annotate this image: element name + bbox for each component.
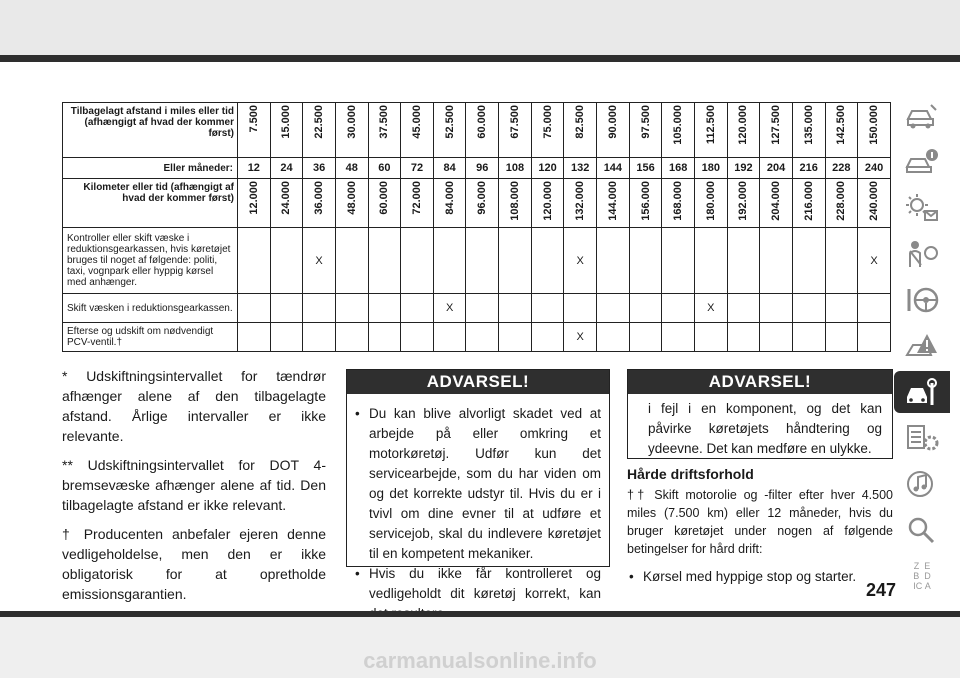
task-label: Skift væsken i reduktionsgearkassen. (63, 294, 238, 323)
miles-cell (662, 103, 695, 158)
severe-conditions-section (627, 466, 893, 586)
km-cell (662, 179, 695, 228)
km-cell-label: 12.000 (247, 181, 260, 215)
mark-cell (760, 323, 793, 352)
km-cell-label: 84.000 (443, 181, 456, 215)
mark-cell (825, 228, 858, 294)
mark-cell (499, 228, 532, 294)
tab-emergency[interactable] (898, 325, 946, 367)
km-cell-label: 48.000 (345, 181, 358, 215)
tab-multimedia[interactable] (898, 463, 946, 505)
km-cell (401, 179, 434, 228)
km-cell-label: 108.000 (508, 181, 521, 221)
mark-cell (270, 294, 303, 323)
mark-cell: X (564, 323, 597, 352)
mark-cell (368, 294, 401, 323)
months-cell: 204 (760, 158, 793, 179)
km-cell-label: 36.000 (313, 181, 326, 215)
top-band (0, 0, 960, 62)
months-cell: 36 (303, 158, 336, 179)
mark-cell (792, 228, 825, 294)
mark-cell (433, 228, 466, 294)
tab-maintenance[interactable] (898, 417, 946, 459)
mark-cell (466, 228, 499, 294)
km-cell (858, 179, 891, 228)
miles-cell-label: 75.000 (541, 105, 554, 139)
task-row-1 (63, 228, 891, 294)
km-header: Kilometer eller tid (afhængigt af hvad der kommer først) (63, 179, 238, 228)
km-cell (597, 179, 630, 228)
km-cell-label: 180.000 (704, 181, 717, 221)
mark-cell (597, 294, 630, 323)
km-cell-label: 24.000 (280, 181, 293, 215)
top-stripe (0, 55, 960, 62)
mark-cell (792, 323, 825, 352)
tab-service[interactable] (894, 371, 950, 413)
mark-cell (727, 228, 760, 294)
km-cell-label: 96.000 (476, 181, 489, 215)
months-cell: 144 (597, 158, 630, 179)
miles-cell-label: 45.000 (411, 105, 424, 139)
mark-cell (368, 323, 401, 352)
miles-cell (368, 103, 401, 158)
km-cell (499, 179, 532, 228)
km-cell (760, 179, 793, 228)
miles-cell-label: 15.000 (280, 105, 293, 139)
mark-cell (303, 323, 336, 352)
mark-cell (662, 323, 695, 352)
months-cell: 216 (792, 158, 825, 179)
miles-cell (792, 103, 825, 158)
miles-row (63, 103, 891, 158)
miles-cell (466, 103, 499, 158)
mark-cell (727, 294, 760, 323)
km-cell (335, 179, 368, 228)
mark-cell (499, 323, 532, 352)
mark-cell (792, 294, 825, 323)
miles-cell-label: 105.000 (672, 105, 685, 145)
warning-box-2 (627, 369, 893, 459)
tab-warning-lights[interactable] (898, 187, 946, 229)
mark-cell (760, 228, 793, 294)
mark-cell (401, 228, 434, 294)
months-cell: 120 (531, 158, 564, 179)
miles-cell (238, 103, 271, 158)
miles-cell (335, 103, 368, 158)
km-cell (368, 179, 401, 228)
km-cell-label: 192.000 (737, 181, 750, 221)
km-cell-label: 168.000 (672, 181, 685, 221)
km-cell (433, 179, 466, 228)
mark-cell (466, 294, 499, 323)
warning-item: • Hvis du ikke får kontrolleret og vedligeholdt dit køretøj korrekt, kan (355, 564, 601, 624)
task-label: Efterse og udskift om nødvendigt PCV-ventil.† (63, 323, 238, 352)
mark-cell (238, 228, 271, 294)
km-cell (466, 179, 499, 228)
months-cell: 156 (629, 158, 662, 179)
mark-cell (825, 323, 858, 352)
months-cell: 48 (335, 158, 368, 179)
months-cell: 12 (238, 158, 271, 179)
miles-cell (270, 103, 303, 158)
task-row-3 (63, 323, 891, 352)
miles-cell-label: 67.500 (508, 105, 521, 139)
miles-cell (694, 103, 727, 158)
mark-cell (531, 228, 564, 294)
task-label: Kontroller eller skift væske i reduktionsgearkassen, hvis køretøjet bruges til noget af følgende: politi, taxi, vognpark eller hyppig kørsel med anhænger. (63, 228, 238, 294)
mark-cell (564, 294, 597, 323)
mark-cell (238, 323, 271, 352)
bottom-stripe (0, 611, 960, 617)
watermark: carmanualsonline.info (363, 648, 597, 673)
mark-cell (335, 294, 368, 323)
car-key-icon (905, 101, 939, 131)
mark-cell (531, 294, 564, 323)
km-cell (303, 179, 336, 228)
km-cell (238, 179, 271, 228)
miles-cell-label: 97.500 (639, 105, 652, 139)
music-note-icon (905, 469, 939, 499)
magnifier-icon (905, 515, 939, 545)
index-letters-icon: Z E B D IC A (913, 561, 931, 591)
miles-cell (303, 103, 336, 158)
seatbelt-airbag-icon (905, 239, 939, 269)
mark-cell (597, 323, 630, 352)
maintenance-schedule-table (62, 102, 891, 352)
warning-body: i fejl i en komponent, og det kan påvirke køretøjets håndtering og ydeevne. Det kan medføre en ulykke. (648, 401, 882, 456)
tab-vehicle[interactable] (898, 95, 946, 137)
mark-cell: X (433, 294, 466, 323)
mark-cell (335, 323, 368, 352)
km-cell-label: 120.000 (541, 181, 554, 221)
task-row-2 (63, 294, 891, 323)
miles-cell-label: 7.500 (247, 105, 260, 133)
months-cell: 72 (401, 158, 434, 179)
emergency-triangle-icon (905, 331, 939, 361)
mark-cell (694, 323, 727, 352)
km-cell (564, 179, 597, 228)
miles-cell (433, 103, 466, 158)
miles-cell (629, 103, 662, 158)
mark-cell (303, 294, 336, 323)
months-cell: 168 (662, 158, 695, 179)
miles-cell-label: 112.500 (704, 105, 717, 145)
months-header: Eller måneder: (63, 158, 238, 179)
mark-cell (433, 323, 466, 352)
tab-safety[interactable] (898, 233, 946, 275)
km-cell (531, 179, 564, 228)
mark-cell (662, 228, 695, 294)
warning-list (355, 404, 601, 624)
months-cell: 228 (825, 158, 858, 179)
mark-cell (466, 323, 499, 352)
months-cell: 240 (858, 158, 891, 179)
km-cell-label: 132.000 (574, 181, 587, 221)
miles-cell-label: 22.500 (313, 105, 326, 139)
km-cell (629, 179, 662, 228)
months-cell: 132 (564, 158, 597, 179)
miles-cell-label: 135.000 (802, 105, 815, 145)
mark-cell (270, 323, 303, 352)
miles-cell-label: 90.000 (606, 105, 619, 139)
checklist-gear-icon (905, 423, 939, 453)
mark-cell (694, 228, 727, 294)
km-cell (270, 179, 303, 228)
mark-cell (727, 323, 760, 352)
km-cell-label: 216.000 (802, 181, 815, 221)
chapter-tabs (898, 95, 954, 601)
section-text: †† Skift motorolie og -filter efter hver 4.500 miles (7.500 km) eller 12 måneder, hvis du bruger køretøjet under nogen af følgende betingelser for hård drift: (627, 488, 893, 556)
tab-info[interactable] (898, 141, 946, 183)
mark-cell (531, 323, 564, 352)
miles-cell (499, 103, 532, 158)
mark-cell (401, 294, 434, 323)
miles-cell-label: 82.500 (574, 105, 587, 139)
mark-cell (401, 323, 434, 352)
km-cell (694, 179, 727, 228)
miles-cell-label: 150.000 (868, 105, 881, 145)
months-cell: 192 (727, 158, 760, 179)
km-cell (727, 179, 760, 228)
steering-wheel-icon (905, 285, 939, 315)
tab-search[interactable] (898, 509, 946, 551)
miles-cell (858, 103, 891, 158)
months-cell: 108 (499, 158, 532, 179)
tab-driving[interactable] (898, 279, 946, 321)
mark-cell: X (858, 228, 891, 294)
miles-cell-label: 37.500 (378, 105, 391, 139)
car-info-icon (905, 147, 939, 177)
mark-cell (629, 294, 662, 323)
months-cell: 96 (466, 158, 499, 179)
mark-cell (368, 228, 401, 294)
miles-cell-label: 127.500 (770, 105, 783, 145)
months-cell: 60 (368, 158, 401, 179)
miles-cell (531, 103, 564, 158)
mark-cell (858, 294, 891, 323)
km-cell-label: 240.000 (868, 181, 881, 221)
warning-title: ADVARSEL! (628, 370, 892, 394)
km-row (63, 179, 891, 228)
months-cell: 24 (270, 158, 303, 179)
footnote-spark-plugs: * Udskiftningsintervallet for tændrør afhænger alene af den tilbagelagte afstand. Årlige intervaller er ikke relevante. (62, 368, 326, 444)
warning-box-1 (346, 369, 610, 601)
footnote-recommendation: † Producenten anbefaler ejeren denne vedligeholdelse, men den er ikke obligatorisk for at opretholde emissionsgarantien. (62, 526, 326, 602)
mark-cell (662, 294, 695, 323)
km-cell (792, 179, 825, 228)
mark-cell (238, 294, 271, 323)
mark-cell (629, 228, 662, 294)
mark-cell: X (694, 294, 727, 323)
miles-cell (727, 103, 760, 158)
miles-cell-label: 52.500 (443, 105, 456, 139)
section-bullet: • Kørsel med hyppige stop og starter. (627, 568, 893, 586)
miles-cell-label: 142.500 (835, 105, 848, 145)
km-cell-label: 228.000 (835, 181, 848, 221)
months-row (63, 158, 891, 179)
mark-cell (335, 228, 368, 294)
km-cell-label: 72.000 (411, 181, 424, 215)
km-cell-label: 156.000 (639, 181, 652, 221)
mark-cell (760, 294, 793, 323)
mark-cell: X (564, 228, 597, 294)
mark-cell (499, 294, 532, 323)
footnote-brake-fluid: ** Udskiftningsintervallet for DOT 4-bremsevæske afhænger alene af tid. Den tilbagelagte afstand er ikke relevant. (62, 457, 326, 513)
car-wrench-icon (905, 377, 939, 407)
miles-cell-label: 30.000 (345, 105, 358, 139)
miles-cell (401, 103, 434, 158)
miles-header: Tilbagelagt afstand i miles eller tid (afhængigt af hvad der kommer først) (63, 103, 238, 158)
warning-title: ADVARSEL! (347, 370, 609, 394)
mark-cell (858, 323, 891, 352)
mark-cell (629, 323, 662, 352)
mark-cell: X (303, 228, 336, 294)
km-cell (825, 179, 858, 228)
months-cell: 180 (694, 158, 727, 179)
miles-cell (564, 103, 597, 158)
months-cell: 84 (433, 158, 466, 179)
miles-cell (825, 103, 858, 158)
tab-index[interactable] (898, 555, 946, 597)
mark-cell (597, 228, 630, 294)
warning-light-icon (905, 193, 939, 223)
miles-cell-label: 120.000 (737, 105, 750, 145)
page-number: 247 (866, 580, 897, 600)
warning-item: • Du kan blive alvorligt skadet ved at arbejde på eller omkring et motorkøretøj. Udfør kun det servicearbejde, som du har viden om og det korrekte udstyr til. Hvis du er i tvivl om dine evner til at udføre et servicejob, skal du indlevere køretøjet til en kompetent mekaniker. (355, 404, 601, 564)
km-cell-label: 204.000 (770, 181, 783, 221)
km-cell-label: 60.000 (378, 181, 391, 215)
mark-cell (825, 294, 858, 323)
section-title: Hårde driftsforhold (627, 466, 754, 482)
miles-cell (597, 103, 630, 158)
km-cell-label: 144.000 (606, 181, 619, 221)
miles-cell-label: 60.000 (476, 105, 489, 139)
mark-cell (270, 228, 303, 294)
miles-cell (760, 103, 793, 158)
footnotes (62, 366, 326, 613)
